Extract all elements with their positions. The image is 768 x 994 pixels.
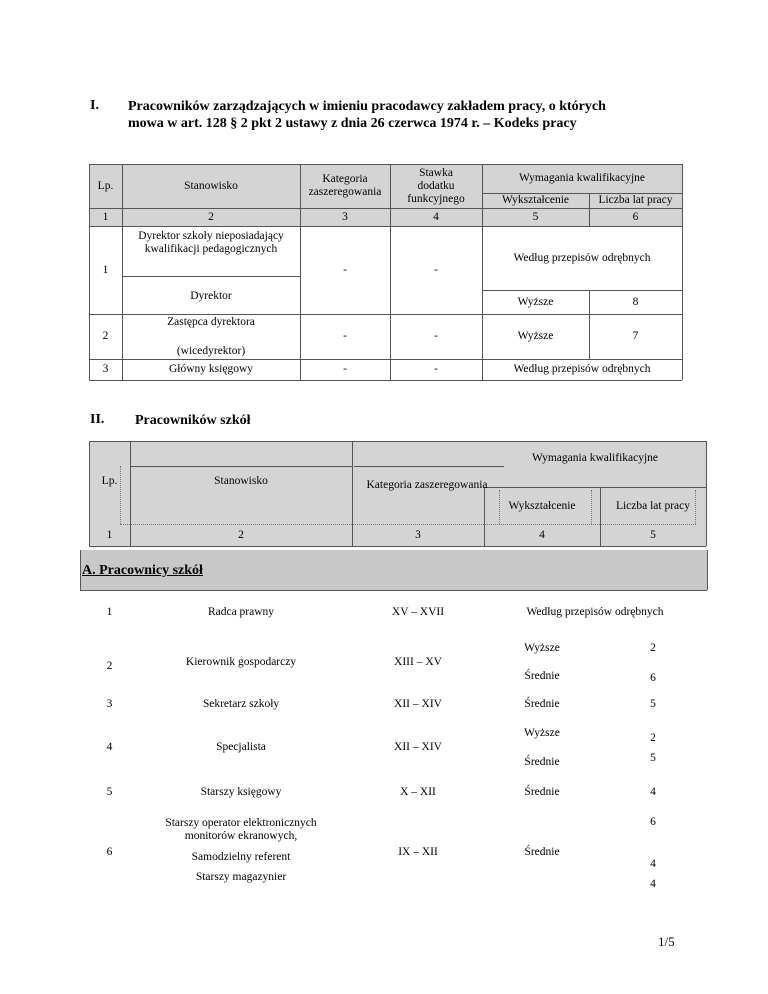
- t1-r3-wymagania: Według przepisów odrębnych: [513, 363, 651, 375]
- t2-header-liczba-lat: Liczba lat pracy: [615, 499, 691, 512]
- t1-r1-stanowisko-a-line1: Dyrektor szkoły nieposiadający: [138, 230, 284, 242]
- t2-colnum: 3: [415, 528, 421, 541]
- t1-r3-lp: 3: [102, 363, 109, 375]
- t1-r3-stanowisko: Główny księgowy: [168, 363, 253, 375]
- t2-header-lp: Lp.: [101, 474, 118, 487]
- t1-colnum: 5: [532, 210, 539, 223]
- t2-colnum: 5: [650, 528, 656, 541]
- t2-r2-kategoria: XIII – XV: [394, 655, 442, 668]
- page-number: 1/5: [658, 934, 675, 949]
- t2-header-wymagania: Wymagania kwalifikacyjne: [531, 451, 659, 464]
- t1-r1-stanowisko-b: Dyrektor: [190, 290, 232, 302]
- section-1-title-line1: Pracowników zarządzających w imieniu pracodawcy zakładem pracy, o których: [128, 99, 606, 114]
- t2-r6-liczba-lat-b: 4: [650, 857, 656, 870]
- t2-header-stanowisko: Stanowisko: [214, 474, 268, 487]
- t2-r5-wyksztalcenie: Średnie: [524, 785, 560, 798]
- t2-r2-stanowisko: Kierownik gospodarczy: [185, 655, 297, 668]
- t2-r5-lp: 5: [106, 785, 113, 798]
- t2-r6-liczba-lat-a: 6: [650, 815, 656, 828]
- t2-r5-stanowisko: Starszy księgowy: [200, 785, 282, 798]
- t1-r1-wyksztalcenie: Wyższe: [517, 295, 554, 308]
- t1-colnum: 1: [102, 210, 109, 223]
- section-1-title-line2: mowa w art. 128 § 2 pkt 2 ustawy z dnia 26 czerwca 1974 r. – Kodeks pracy: [128, 116, 577, 131]
- t1-header-kategoria: [300, 164, 390, 208]
- t1-header-stawka: [390, 164, 482, 208]
- t2-r6-stanowisko-a-line1: Starszy operator elektronicznych: [165, 817, 317, 829]
- section-2-number: II.: [90, 412, 105, 427]
- t1-r2-liczba-lat: 7: [632, 330, 639, 342]
- t2-r3-liczba-lat: 5: [650, 697, 656, 710]
- t1-r2-lp: 2: [102, 330, 109, 342]
- t1-r1-stanowisko-a: [122, 230, 300, 270]
- t2-colnum: 4: [539, 528, 545, 541]
- t2-r2-liczba-lat-a: 2: [650, 641, 656, 654]
- t1-header-stawka-line1: Stawka: [419, 166, 453, 179]
- t2-r1-lp: 1: [106, 605, 113, 618]
- t2-r6-stanowisko-a-line2: monitorów ekranowych,: [184, 830, 298, 842]
- t1-r1-kategoria: -: [343, 263, 347, 276]
- t1-r2-wyksztalcenie: Wyższe: [517, 330, 554, 342]
- t2-r6-stanowisko-c: Starszy magazynier: [195, 870, 287, 883]
- t1-r3-kategoria: -: [343, 363, 347, 375]
- t2-r5-kategoria: X – XII: [400, 785, 436, 798]
- t2-r6-stanowisko-b: Samodzielny referent: [191, 850, 291, 863]
- t2-r5-liczba-lat: 4: [650, 785, 656, 798]
- t1-header-stanowisko: Stanowisko: [184, 179, 238, 192]
- t2-r6-stanowisko-a: [130, 815, 352, 845]
- t1-header-liczba-lat: Liczba lat pracy: [598, 194, 673, 206]
- t2-r4-lp: 4: [106, 740, 113, 753]
- section-1-title: [128, 98, 688, 132]
- section-1-number: I.: [90, 98, 99, 113]
- t1-colnum: 3: [342, 210, 348, 223]
- t1-r1-liczba-lat: 8: [632, 295, 639, 308]
- t2-r1-stanowisko: Radca prawny: [207, 605, 275, 618]
- t2-r4-liczba-lat-b: 5: [650, 751, 656, 764]
- t1-header-lp: Lp.: [97, 179, 114, 192]
- t1-header-kategoria-line1: Kategoria: [322, 173, 368, 185]
- t2-r2-lp: 2: [106, 659, 113, 672]
- t2-r3-kategoria: XII – XIV: [394, 697, 442, 710]
- t1-r3-stawka: -: [434, 363, 438, 375]
- t2-r4-kategoria: XII – XIV: [394, 740, 442, 753]
- t2-header-wyksztalcenie: Wykształcenie: [508, 499, 576, 512]
- t2-r6-wyksztalcenie: Średnie: [524, 845, 560, 858]
- t2-r2-wyksztalcenie-b: Średnie: [524, 669, 560, 682]
- t2-r2-wyksztalcenie-a: Wyższe: [524, 641, 560, 654]
- t1-r2-stanowisko-line1: Zastępca dyrektora: [167, 316, 255, 328]
- t2-r2-liczba-lat-b: 6: [650, 671, 656, 684]
- t1-r2-stanowisko-line2: (wicedyrektor): [176, 345, 246, 357]
- t2-r6-lp: 6: [106, 845, 113, 858]
- t1-colnum: 6: [632, 210, 639, 223]
- t1-r1-lp: 1: [102, 263, 109, 276]
- t2-colnum: 2: [238, 528, 244, 541]
- t1-header-wyksztalcenie: Wykształcenie: [502, 194, 569, 206]
- t1-r1-stawka: -: [434, 263, 438, 276]
- t2-r4-wyksztalcenie-a: Wyższe: [524, 726, 560, 739]
- t2-r4-stanowisko: Specjalista: [216, 740, 266, 753]
- t2-r4-wyksztalcenie-b: Średnie: [524, 755, 560, 768]
- t2-r3-wyksztalcenie: Średnie: [524, 697, 560, 710]
- section-2-title: Pracowników szkół: [135, 413, 251, 428]
- t2-r3-stanowisko: Sekretarz szkoły: [202, 697, 280, 710]
- t1-header-stawka-line3: funkcyjnego: [407, 192, 465, 205]
- t1-header-kategoria-line2: zaszeregowania: [308, 186, 382, 198]
- t2-header-kategoria: Kategoria zaszeregowania: [366, 478, 488, 491]
- t1-r1-stanowisko-a-line2: kwalifikacji pedagogicznych: [144, 243, 278, 255]
- t1-r2-kategoria: -: [343, 330, 347, 342]
- t2-r3-lp: 3: [106, 697, 113, 710]
- t1-header-stawka-line2: dodatku: [417, 179, 455, 192]
- t1-r2-stawka: -: [434, 330, 438, 342]
- t1-r2-stanowisko: [122, 316, 300, 358]
- t2-colnum: 1: [106, 528, 113, 541]
- t1-colnum: 2: [208, 210, 214, 223]
- t2-r4-liczba-lat-a: 2: [650, 731, 656, 744]
- t2-r6-kategoria: IX – XII: [398, 845, 438, 858]
- t1-colnum: 4: [433, 210, 439, 223]
- t1-r1-wymagania: Według przepisów odrębnych: [513, 251, 651, 264]
- subsection-a-title: A. Pracownicy szkół: [82, 563, 203, 578]
- t2-r6-liczba-lat-c: 4: [650, 877, 656, 890]
- t1-header-wymagania: Wymagania kwalifikacyjne: [518, 172, 646, 184]
- t2-r1-kategoria: XV – XVII: [391, 605, 445, 618]
- t2-r1-wymagania: Według przepisów odrębnych: [526, 605, 664, 618]
